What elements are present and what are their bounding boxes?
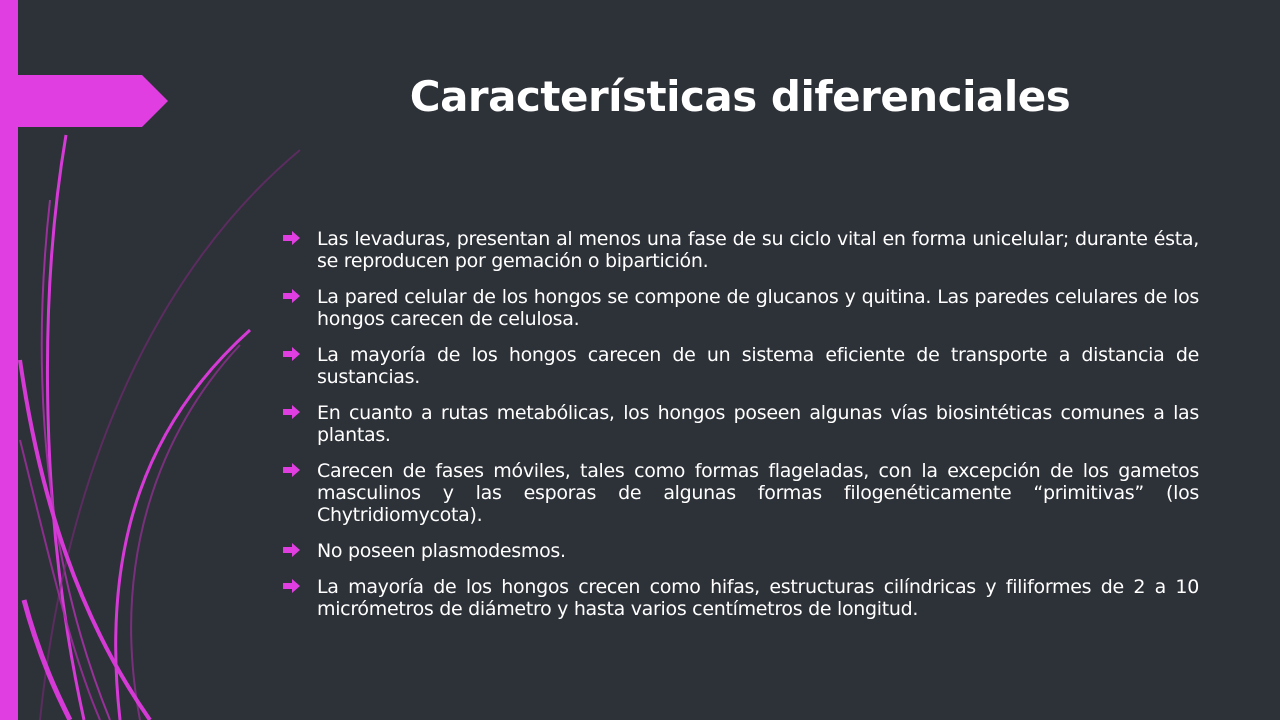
bullet-text: La mayoría de los hongos crecen como hifas, estructuras cilíndricas y filiformes de 2 a 10 micrómetros de diámetro y hasta varios centímetros de longitud. <box>317 576 1199 620</box>
arrow-right-icon <box>283 463 301 477</box>
bullet-item <box>283 344 1199 388</box>
bullet-text: La pared celular de los hongos se compone de glucanos y quitina. Las paredes celulares de los hongos carecen de celulosa. <box>317 286 1199 330</box>
bullet-text: No poseen plasmodesmos. <box>317 540 566 562</box>
arrow-right-icon <box>283 289 301 303</box>
bullet-item <box>283 228 1199 272</box>
bullet-text: La mayoría de los hongos carecen de un sistema eficiente de transporte a distancia de sustancias. <box>317 344 1199 388</box>
arrow-right-icon <box>283 543 301 557</box>
bullet-item <box>283 540 1199 562</box>
arrow-right-icon <box>283 579 301 593</box>
arrow-right-icon <box>283 347 301 361</box>
bullet-text: Las levaduras, presentan al menos una fase de su ciclo vital en forma unicelular; durante ésta, se reproducen por gemación o bipartición. <box>317 228 1199 272</box>
arrow-right-icon <box>283 231 301 245</box>
bullet-text: Carecen de fases móviles, tales como formas flageladas, con la excepción de los gametos masculinos y las esporas de algunas formas filogenéticamente “primitivas” (los Chytridiomycota). <box>317 460 1199 526</box>
bullet-item <box>283 576 1199 620</box>
title-arrow-tab <box>0 75 168 127</box>
bullet-item <box>283 286 1199 330</box>
slide-title: Características diferenciales <box>409 72 1071 121</box>
bullet-item <box>283 460 1199 526</box>
bullet-item <box>283 402 1199 446</box>
arrow-right-icon <box>283 405 301 419</box>
bullet-list <box>283 228 1199 634</box>
bullet-text: En cuanto a rutas metabólicas, los hongos poseen algunas vías biosintéticas comunes a las plantas. <box>317 402 1199 446</box>
